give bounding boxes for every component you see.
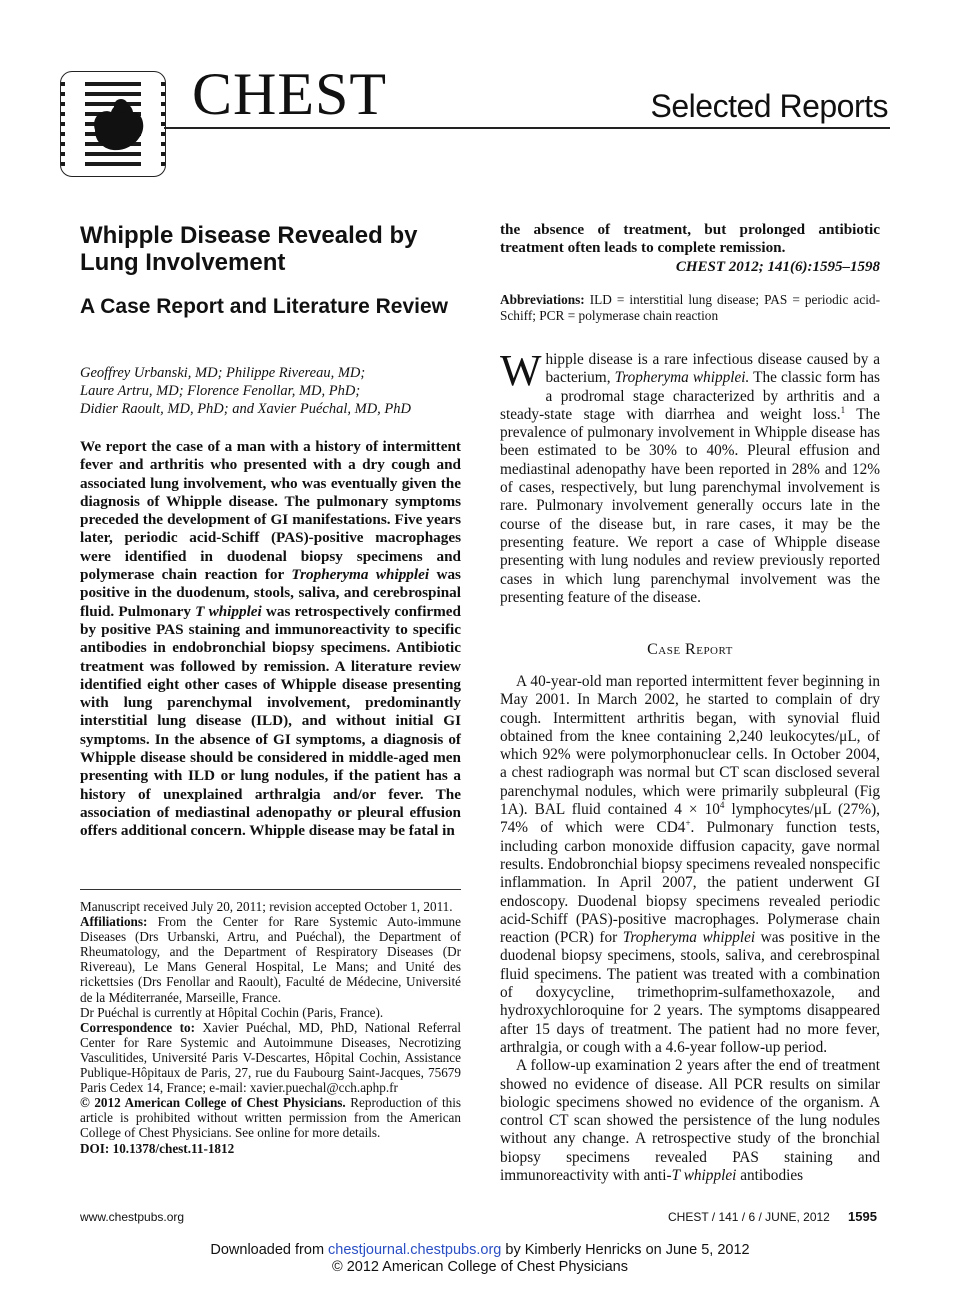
section-label: Selected Reports	[650, 88, 888, 124]
abstract-text: was positive in the duodenum, stools, saliva, and cerebrospinal fluid. Pulmonary	[80, 566, 461, 620]
journal-name: CHEST	[192, 61, 388, 127]
copyright-note	[80, 1095, 461, 1140]
doi: DOI: 10.1378/chest.11-1812	[80, 1140, 235, 1156]
case-text: lymphocytes/μL (27%), 74% of which were CD4	[500, 801, 880, 837]
download-prefix: Downloaded from	[210, 1242, 329, 1258]
case-paragraph	[500, 1057, 880, 1185]
organism-name: Tropheryma whipplei	[622, 929, 756, 947]
correspondence	[80, 1020, 461, 1095]
correspondence-label: Correspondence to:	[80, 1019, 195, 1035]
intro-text: The prevalence of pulmonary involvement in Whipple disease has been estimated to be 30% to 40%. Pleural effusion and mediastinal adenopathy have been reported in 28% and 12% of cases, respectively, but lung parenchymal involvement is rare. Pulmonary involvement generally occurs late in the course of the disease but, in rare cases, it may be the presenting feature. We report a case of Whipple disease presenting with lung nodules and review previously reported cases in which lung parenchymal involvement was the presenting feature of the disease.	[500, 405, 880, 606]
introduction	[500, 346, 881, 607]
organism-name: T whipplei	[671, 1167, 737, 1185]
author-line: Laure Artru, MD; Florence Fenollar, MD, PhD;	[80, 383, 361, 399]
affiliations-label: Affiliations:	[80, 914, 148, 930]
abstract-continued: the absence of treatment, but prolonged antibiotic treatment often leads to complete remission.	[500, 221, 880, 257]
header-rule	[164, 127, 890, 129]
organism-name: Tropheryma whipplei	[291, 566, 430, 584]
copyright-text: Reproduction of this article is prohibited without written permission from the American College of Chest Physicians. See online for more details.	[80, 1095, 462, 1141]
organism-name: T whipplei	[195, 602, 262, 620]
download-notice	[0, 1242, 960, 1258]
case-text: A 40-year-old man reported intermittent fever beginning in May 2001. In March 2002, he started to complain of dry cough. Intermittent arthritis began, with synovial fluid obtained from the knee containing 2,240 leukocytes/μL, of which 92% were polymorphonuclear cells. In October 2004, a chest radiograph was normal but CT scan disclosed several parenchymal nodules, which were primarily subpleural (Fig 1A). BAL fluid contained 4 × 10	[500, 673, 880, 819]
article-title: Whipple Disease Revealed by Lung Involvement	[80, 222, 418, 276]
organism-name: Tropheryma whipplei.	[614, 369, 750, 387]
drop-cap: W	[500, 346, 542, 395]
author-line: Didier Raoult, MD, PhD; and Xavier Puéchal, MD, PhD	[80, 401, 412, 417]
abstract-text: was retrospectively confirmed by positive PAS staining and immunoreactivity to specific antibodies in endobronchial biopsy specimens. Antibiotic treatment was followed by remission. A literature review identified eight other cases of Whipple disease presenting with lung parenchymal involvement, predominantly interstitial lung disease (ILD), and without initial GI symptoms. In the absence of GI symptoms, a diagnosis of Whipple disease should be considered in middle-aged men presenting with ILD or lung nodules, if the patient has a history of unexplained arthralgia and/or fever. The association of mediastinal adenopathy or pleural effusion offers additional concern. Whipple disease may be fatal in	[80, 602, 461, 840]
abbreviations-label: Abbreviations:	[500, 292, 585, 307]
case-report-body	[500, 673, 880, 1185]
download-link[interactable]: chestjournal.chestpubs.org	[328, 1242, 502, 1258]
correspondence-text: Xavier Puéchal, MD, PhD, National Referral Center for Rare Systemic and Autoimmune Diseases, Necrotizing Vasculitides, Université Paris V-Descartes, Hôpital Cochin, Assistance Publique-Hôpitaux de Paris, 27, rue du Faubourg Saint-Jacques, 75679 Paris Cedex 14, France; e-mail: xavier.puechal@cch.aphp.fr	[80, 1019, 461, 1096]
current-affiliation: Dr Puéchal is currently at Hôpital Cochin (Paris, France).	[80, 1004, 384, 1020]
copyright-label: © 2012 American College of Chest Physicians.	[80, 1095, 346, 1111]
case-text: was positive in the duodenal biopsy specimens, stools, saliva, and cerebrospinal fluid specimens. The patient was treated with a combination of doxycycline, trimethoprim-sulfamethoxazole, and hydroxychloroquine for 2 years. The symptoms disappeared after 15 days of treatment. The patient had no more fever, arthralgia, or cough with a 4.6-year follow-up period.	[500, 929, 881, 1056]
footer-copyright: © 2012 American College of Chest Physicians	[331, 1259, 628, 1275]
citation: CHEST 2012; 141(6):1595–1598	[675, 259, 880, 275]
superscript: +	[685, 818, 691, 829]
footer-issue: CHEST / 141 / 6 / JUNE, 2012	[668, 1210, 830, 1224]
case-text: . Pulmonary function tests, including carbon monoxide diffusion capacity, gave normal results. Endobronchial biopsy specimens revealed nonspecific inflammation. In April 2007, the patient underwent GI endoscopy. Duodenal biopsy specimens revealed periodic acid-Schiff (PAS)-positive macrophages. Polymerase chain reaction (PCR) for	[500, 819, 880, 947]
notes-divider	[80, 889, 461, 890]
author-line: Geoffrey Urbanski, MD; Philippe Rivereau, MD;	[80, 365, 366, 381]
affiliations	[80, 914, 461, 1005]
abbreviations	[500, 292, 880, 324]
article-notes	[80, 899, 461, 1156]
page-number: 1595	[848, 1209, 877, 1224]
reference-marker: 1	[840, 404, 846, 415]
case-report-heading: Case Report	[647, 641, 733, 658]
affiliations-text: From the Center for Rare Systemic Auto-immune Diseases (Drs Urbanski, Artru, and Puéchal), the Department of Rheumatology, and the Department of Respiratory Diseases (Dr Rivereau), Le Mans General Hospital, Le Mans; and Unité des rickettsies (Drs Fenollar and Raoult), Faculté de Médecine, Université de la Méditerranée, Marseille, France.	[80, 914, 461, 1005]
footer-url[interactable]: www.chestpubs.org	[80, 1210, 185, 1224]
case-paragraph	[500, 673, 880, 1057]
article-subtitle: A Case Report and Literature Review	[80, 295, 448, 318]
download-suffix: by Kimberly Henricks on June 5, 2012	[501, 1242, 750, 1258]
case-text: antibodies	[736, 1167, 804, 1185]
abstract-text: We report the case of a man with a history of intermittent fever and arthritis who presented with a dry cough and associated lung involvement, who was eventually given the diagnosis of Whipple disease. The pulmonary symptoms preceded the development of GI manifestations. Five years later, periodic acid-Schiff (PAS)-positive macrophages were identified in duodenal biopsy specimens and polymerase chain reaction for	[80, 438, 461, 584]
author-list	[80, 364, 461, 418]
manuscript-received: Manuscript received July 20, 2011; revision accepted October 1, 2011.	[80, 899, 453, 914]
abbreviations-text: ILD = interstitial lung disease; PAS = periodic acid-Schiff; PCR = polymerase chain reaction	[500, 292, 880, 323]
chest-logo-icon	[61, 72, 165, 176]
journal-logo	[60, 71, 166, 177]
case-text: A follow-up examination 2 years after the end of treatment showed no evidence of disease. All PCR results on similar biologic specimens showed no evidence of the organism. A control CT scan showed the persistence of the lung nodules without any change. A retrospective study of the bronchial biopsy specimens revealed PAS staining and immunoreactivity with anti-	[500, 1057, 880, 1185]
intro-text: hipple disease is a rare infectious disease caused by a bacterium,	[545, 351, 880, 387]
abstract	[80, 438, 461, 841]
intro-text: The classic form has a prodromal stage characterized by arthritis and a steady-state stage with diarrhea and weight loss.	[500, 369, 881, 423]
superscript: 4	[719, 799, 725, 810]
